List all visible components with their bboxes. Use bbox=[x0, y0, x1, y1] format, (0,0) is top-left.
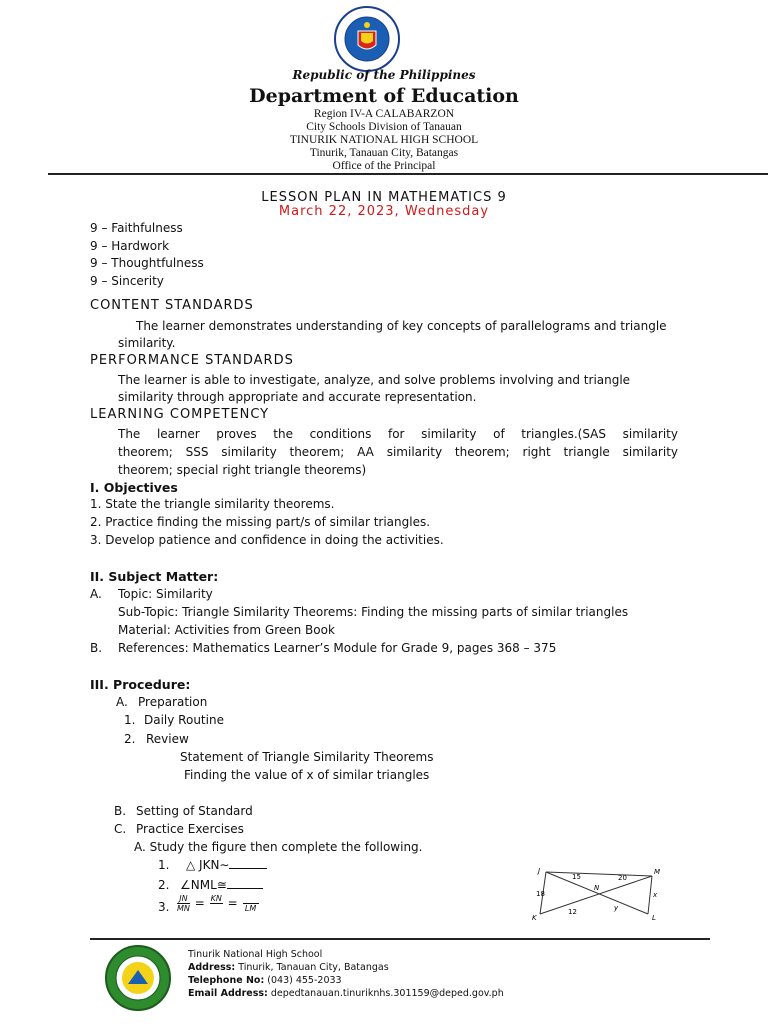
header-region: Region IV-A CALABARZON bbox=[313, 108, 455, 120]
learning-competency-line3: theorem; special right triangle theorems) bbox=[118, 463, 367, 477]
label-15: 15 bbox=[572, 873, 581, 881]
performance-standards-heading: PERFORMANCE STANDARDS bbox=[90, 353, 294, 368]
subject-b-marker: B. bbox=[90, 641, 103, 655]
learning-competency-line1: The learner proves the conditions for similarity of triangles.(SAS similarity bbox=[118, 427, 678, 441]
footer-address bbox=[188, 961, 504, 974]
content-standards-heading: CONTENT STANDARDS bbox=[90, 298, 254, 313]
subject-references: References: Mathematics Learner’s Module for Grade 9, pages 368 – 375 bbox=[118, 641, 557, 655]
objective-item: 2. Practice finding the missing part/s of similar triangles. bbox=[90, 515, 431, 529]
procedure-c-label: Practice Exercises bbox=[136, 822, 244, 836]
objective-item: 3. Develop patience and confidence in doing the activities. bbox=[90, 533, 444, 547]
label-m: M bbox=[654, 868, 661, 876]
side-ml bbox=[648, 876, 652, 914]
content-standards-line1: The learner demonstrates understanding of key concepts of parallelograms and triangle bbox=[136, 319, 667, 333]
equals-sign: = bbox=[227, 896, 238, 910]
label-k: K bbox=[532, 914, 537, 922]
header-division: City Schools Division of Tanauan bbox=[306, 121, 462, 133]
procedure-item-number: 1. bbox=[124, 713, 136, 727]
label-l: L bbox=[652, 914, 656, 922]
performance-standards-line1: The learner is able to investigate, analyze, and solve problems involving and triangle bbox=[118, 373, 631, 387]
procedure-heading: III. Procedure: bbox=[90, 677, 191, 692]
footer-address-label: Address: bbox=[188, 962, 236, 973]
procedure-b-marker: B. bbox=[114, 804, 127, 818]
procedure-b-label: Setting of Standard bbox=[136, 804, 253, 818]
subject-matter-heading: II. Subject Matter: bbox=[90, 569, 219, 584]
label-j: J bbox=[538, 867, 541, 875]
fraction-numerator-blank[interactable] bbox=[243, 894, 259, 904]
footer-phone-label: Telephone No: bbox=[188, 975, 265, 986]
content-standards-line2: similarity. bbox=[118, 336, 176, 350]
school-logo bbox=[100, 944, 176, 1012]
objectives-heading: I. Objectives bbox=[90, 480, 178, 495]
fraction bbox=[177, 894, 190, 913]
subject-a-marker: A. bbox=[90, 587, 102, 601]
lesson-date: March 22, 2023, Wednesday bbox=[278, 204, 490, 219]
answer-blank[interactable] bbox=[227, 888, 263, 889]
fraction bbox=[210, 894, 223, 913]
footer-divider bbox=[90, 938, 710, 940]
review-statement: Statement of Triangle Similarity Theorems bbox=[180, 750, 434, 764]
label-n: N bbox=[594, 884, 600, 892]
footer-phone-value: (043) 455-2033 bbox=[267, 975, 342, 986]
label-20: 20 bbox=[618, 874, 627, 882]
lesson-title: LESSON PLAN IN MATHEMATICS 9 bbox=[261, 190, 507, 205]
deped-seal-logo bbox=[328, 5, 406, 73]
label-y: y bbox=[614, 904, 619, 912]
footer-email-label: Email Address: bbox=[188, 988, 268, 999]
department-name: Department of Education bbox=[249, 85, 519, 107]
procedure-a-label: Preparation bbox=[138, 695, 208, 709]
equals-sign: = bbox=[194, 896, 205, 910]
section-item: 9 – Hardwork bbox=[90, 238, 170, 253]
footer-phone bbox=[188, 974, 504, 987]
question-2-text: ∠NML≅ bbox=[180, 878, 227, 892]
header-school: TINURIK NATIONAL HIGH SCHOOL bbox=[289, 134, 479, 146]
republic-line: Republic of the Philippines bbox=[292, 68, 476, 82]
footer-school-name: Tinurik National High School bbox=[188, 949, 323, 960]
question-number: 2. bbox=[158, 878, 170, 892]
question-1-text: △ JKN∼ bbox=[186, 858, 230, 872]
question-1 bbox=[186, 857, 267, 875]
procedure-item-number: 2. bbox=[124, 732, 136, 746]
section-item: 9 – Faithfulness bbox=[90, 221, 183, 235]
answer-blank[interactable] bbox=[229, 868, 267, 869]
fraction-denominator: LM bbox=[244, 904, 257, 913]
similar-triangles-figure bbox=[528, 862, 688, 922]
question-number: 1. bbox=[158, 858, 170, 872]
objective-item: 1. State the triangle similarity theorems. bbox=[90, 497, 335, 511]
fraction bbox=[243, 894, 259, 913]
learning-competency-line2: theorem; SSS similarity theorem; AA similarity theorem; right triangle similarity bbox=[118, 445, 678, 459]
header-divider bbox=[48, 173, 768, 175]
section-item: 9 – Sincerity bbox=[90, 273, 164, 288]
exercise-instruction: A. Study the figure then complete the following. bbox=[134, 840, 423, 854]
header-office: Office of the Principal bbox=[332, 160, 436, 172]
side-jm bbox=[546, 872, 652, 876]
header-address: Tinurik, Tanauan City, Batangas bbox=[309, 147, 459, 159]
question-3 bbox=[176, 894, 260, 913]
question-number: 3. bbox=[158, 900, 170, 914]
subject-subtopic: Sub-Topic: Triangle Similarity Theorems: Finding the missing parts of similar triangles bbox=[118, 605, 629, 619]
footer-email-value[interactable]: depedtanauan.tinuriknhs.301159@deped.gov.ph bbox=[270, 988, 504, 999]
section-item: 9 – Thoughtfulness bbox=[90, 256, 204, 270]
label-12: 12 bbox=[568, 908, 577, 916]
fraction-numerator: KN bbox=[210, 894, 222, 903]
procedure-review: Review bbox=[146, 732, 189, 746]
fraction-denominator-blank[interactable] bbox=[210, 904, 223, 913]
learning-competency-heading: LEARNING COMPETENCY bbox=[90, 407, 270, 422]
subject-material: Material: Activities from Green Book bbox=[118, 623, 335, 637]
subject-topic: Topic: Similarity bbox=[118, 587, 213, 601]
performance-standards-line2: similarity through appropriate and accurate representation. bbox=[118, 390, 477, 404]
fraction-denominator: MN bbox=[177, 904, 190, 913]
procedure-c-marker: C. bbox=[114, 822, 127, 836]
section-list bbox=[90, 220, 204, 290]
review-find-x: Finding the value of x of similar triangles bbox=[184, 768, 430, 782]
label-18: 18 bbox=[536, 890, 545, 898]
footer-email bbox=[188, 987, 504, 1000]
question-2 bbox=[180, 877, 263, 895]
procedure-a-marker: A. bbox=[116, 695, 128, 709]
label-x: x bbox=[653, 891, 658, 899]
fraction-numerator: JN bbox=[177, 894, 190, 904]
segment-jl bbox=[546, 872, 648, 914]
footer-contact bbox=[188, 948, 504, 1000]
procedure-daily-routine: Daily Routine bbox=[144, 713, 224, 727]
footer-address-value: Tinurik, Tanauan City, Batangas bbox=[238, 962, 389, 973]
